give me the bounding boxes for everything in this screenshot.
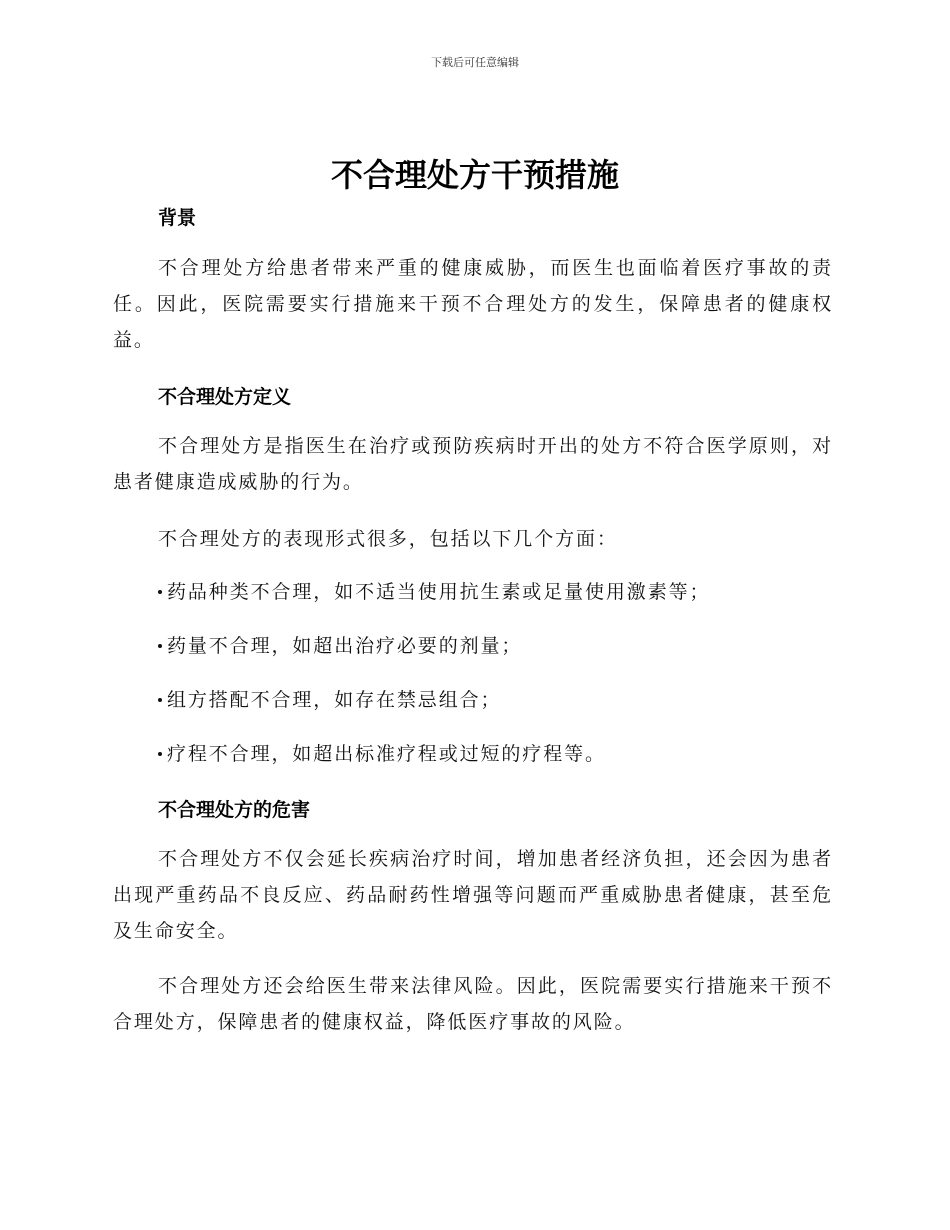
bullet-item <box>158 685 501 712</box>
bullet-text: 药量不合理，如超出治疗必要的剂量； <box>167 635 523 657</box>
bullet-item <box>158 631 522 658</box>
bullet-dot-icon <box>158 698 162 702</box>
bullet-dot-icon <box>158 590 162 594</box>
definition-intro: 不合理处方的表现形式很多，包括以下几个方面： <box>158 528 618 550</box>
bullet-item <box>158 739 606 766</box>
harm-paragraph-2: 不合理处方还会给医生带来法律风险。因此，医院需要实行措施来干预不合理处方，保障患者的健康权益，降低医疗事故的风险。 <box>113 975 833 1033</box>
section-heading-definition: 不合理处方定义 <box>158 386 292 408</box>
bullet-text: 药品种类不合理，如不适当使用抗生素或足量使用激素等； <box>167 581 711 603</box>
bullet-text: 组方搭配不合理，如存在禁忌组合； <box>167 689 502 711</box>
bullet-dot-icon <box>158 644 162 648</box>
bullet-dot-icon <box>158 752 162 756</box>
background-paragraph: 不合理处方给患者带来严重的健康威胁，而医生也面临着医疗事故的责任。因此，医院需要实行措施来干预不合理处方的发生，保障患者的健康权益。 <box>113 257 833 351</box>
section-heading-harm: 不合理处方的危害 <box>158 799 311 821</box>
page-header-note: 下载后可任意编辑 <box>431 56 519 69</box>
document-title: 不合理处方干预措施 <box>330 156 619 194</box>
bullet-item <box>158 577 710 604</box>
bullet-text: 疗程不合理，如超出标准疗程或过短的疗程等。 <box>167 743 606 765</box>
definition-paragraph: 不合理处方是指医生在治疗或预防疾病时开出的处方不符合医学原则，对患者健康造成威胁的行为。 <box>113 435 833 493</box>
harm-paragraph-1: 不合理处方不仅会延长疾病治疗时间，增加患者经济负担，还会因为患者出现严重药品不良反应、药品耐药性增强等问题而严重威胁患者健康，甚至危及生命安全。 <box>113 848 833 942</box>
section-heading-background: 背景 <box>158 207 197 229</box>
